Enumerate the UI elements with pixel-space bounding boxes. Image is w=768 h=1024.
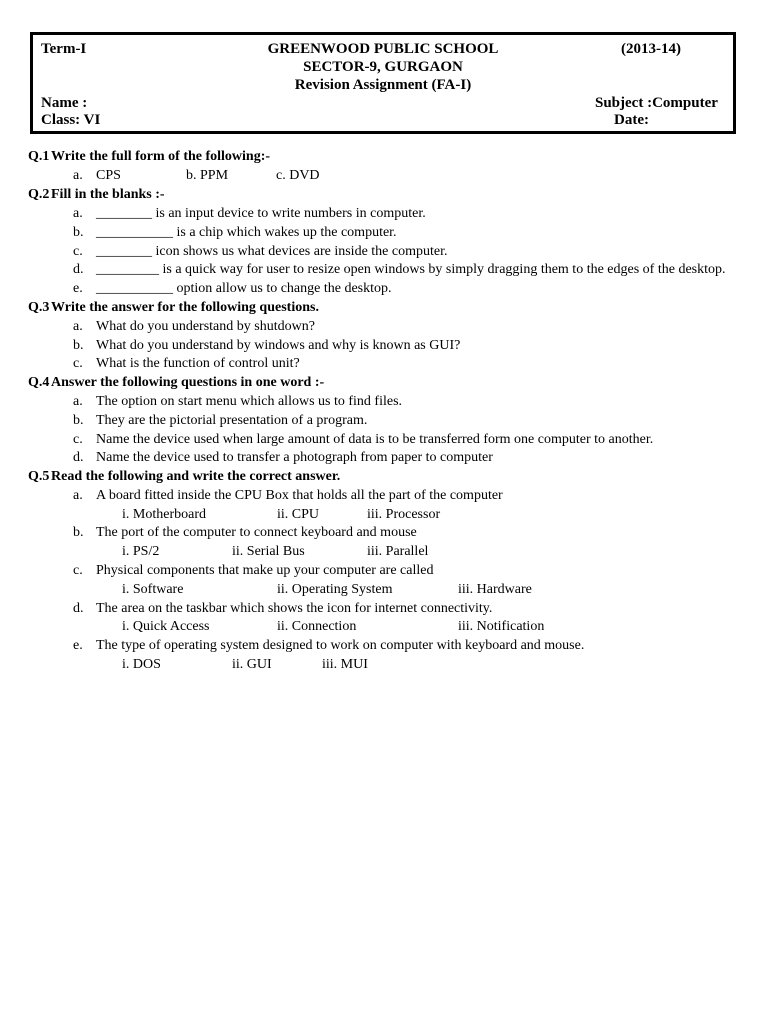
item-text: The area on the taskbar which shows the icon for internet connectivity. (96, 601, 493, 616)
question-number: Q.4 (28, 375, 50, 390)
class-label: Class: VI (41, 112, 101, 128)
item-letter: e. (73, 638, 83, 653)
item-letter: c. (73, 244, 83, 259)
question-title: Answer the following questions in one word :- (51, 375, 325, 390)
answer-option: iii. Parallel (367, 544, 429, 559)
item-letter: b. (73, 413, 84, 428)
question-number: Q.2 (28, 187, 50, 202)
item-letter: e. (73, 281, 83, 296)
answer-option: iii. Hardware (458, 582, 532, 597)
item-text: What do you understand by windows and why is known as GUI? (96, 338, 461, 353)
item-letter: b. (73, 525, 84, 540)
assignment-title: Revision Assignment (FA-I) (294, 77, 472, 93)
item-text: Name the device used when large amount of data is to be transferred form one computer to another. (96, 432, 654, 447)
school-name: GREENWOOD PUBLIC SCHOOL (267, 41, 499, 57)
item-text: Name the device used to transfer a photograph from paper to computer (96, 450, 493, 465)
answer-options (122, 618, 622, 636)
subject-label: Subject :Computer (595, 95, 718, 111)
item-letter: a. (73, 488, 83, 503)
question-title: Write the full form of the following:- (51, 149, 271, 164)
answer-options (122, 581, 622, 599)
answer-option: i. PS/2 (122, 544, 160, 559)
item-letter: b. (73, 338, 84, 353)
item-text: ___________ option allow us to change the desktop. (96, 281, 392, 296)
list-item (73, 205, 426, 223)
item-text: A board fitted inside the CPU Box that holds all the part of the computer (96, 488, 503, 503)
option-text: CPS (96, 168, 121, 183)
item-letter: c. (73, 356, 83, 371)
answer-option: ii. Serial Bus (232, 544, 305, 559)
answer-option: ii. CPU (277, 507, 320, 522)
answer-option: i. Motherboard (122, 507, 206, 522)
item-text: Physical components that make up your computer are called (96, 563, 434, 578)
answer-options (122, 506, 622, 524)
answer-options (122, 656, 622, 674)
list-item (73, 487, 503, 505)
item-letter: d. (73, 450, 84, 465)
option-text: b. PPM (186, 168, 229, 183)
item-letter: c. (73, 563, 83, 578)
item-letter: c. (73, 432, 83, 447)
question-heading (28, 186, 165, 204)
answer-option: i. Software (122, 582, 184, 597)
item-text: What do you understand by shutdown? (96, 319, 315, 334)
list-item (73, 224, 397, 242)
item-text: ________ icon shows us what devices are inside the computer. (96, 244, 448, 259)
list-item (73, 524, 417, 542)
item-letter: b. (73, 225, 84, 240)
item-letter: a. (73, 206, 83, 221)
question-title: Read the following and write the correct answer. (51, 469, 341, 484)
question-heading (28, 468, 340, 486)
item-letter: a. (73, 319, 83, 334)
answer-option: ii. Connection (277, 619, 357, 634)
item-text: The port of the computer to connect keyboard and mouse (96, 525, 417, 540)
question-number: Q.3 (28, 300, 50, 315)
item-letter: a. (73, 168, 83, 183)
answer-option: i. DOS (122, 657, 161, 672)
item-text: ___________ is a chip which wakes up the computer. (96, 225, 397, 240)
item-letter: a. (73, 394, 83, 409)
list-item (73, 393, 402, 411)
answer-option: i. Quick Access (122, 619, 210, 634)
answer-option: ii. GUI (232, 657, 272, 672)
list-item (73, 431, 653, 449)
question-number: Q.5 (28, 469, 50, 484)
name-label: Name : (41, 95, 88, 111)
list-item (73, 337, 460, 355)
question-title: Fill in the blanks :- (51, 187, 165, 202)
answer-option: iii. Processor (367, 507, 441, 522)
answer-options (122, 543, 622, 561)
list-item (73, 562, 433, 580)
answer-option: iii. Notification (458, 619, 545, 634)
question-heading (28, 374, 324, 392)
list-item (73, 637, 584, 655)
list-item (73, 600, 492, 618)
list-item (73, 318, 315, 336)
item-text: The type of operating system designed to work on computer with keyboard and mouse. (96, 638, 585, 653)
item-letter: d. (73, 262, 84, 277)
term-label: Term-I (41, 41, 87, 57)
list-item (73, 355, 300, 373)
item-text: ________ is an input device to write numbers in computer. (96, 206, 426, 221)
header-box (30, 32, 736, 134)
question-title: Write the answer for the following questions. (51, 300, 319, 315)
question-number: Q.1 (28, 149, 50, 164)
item-text: They are the pictorial presentation of a program. (96, 413, 368, 428)
item-text: The option on start menu which allows us to find files. (96, 394, 403, 409)
question-heading (28, 148, 270, 166)
q1-options (73, 167, 573, 185)
list-item (73, 412, 367, 430)
date-label: Date: (614, 112, 649, 128)
item-letter: d. (73, 601, 84, 616)
list-item (73, 449, 493, 467)
item-text: What is the function of control unit? (96, 356, 300, 371)
answer-option: iii. MUI (322, 657, 368, 672)
answer-option: ii. Operating System (277, 582, 393, 597)
list-item (73, 280, 392, 298)
list-item (73, 243, 447, 261)
academic-year: (2013-14) (621, 41, 681, 57)
option-text: c. DVD (276, 168, 320, 183)
school-address: SECTOR-9, GURGAON (303, 59, 463, 75)
question-heading (28, 299, 319, 317)
item-text: _________ is a quick way for user to resize open windows by simply dragging them to the edges of the desktop. (96, 262, 726, 277)
list-item (73, 261, 726, 279)
